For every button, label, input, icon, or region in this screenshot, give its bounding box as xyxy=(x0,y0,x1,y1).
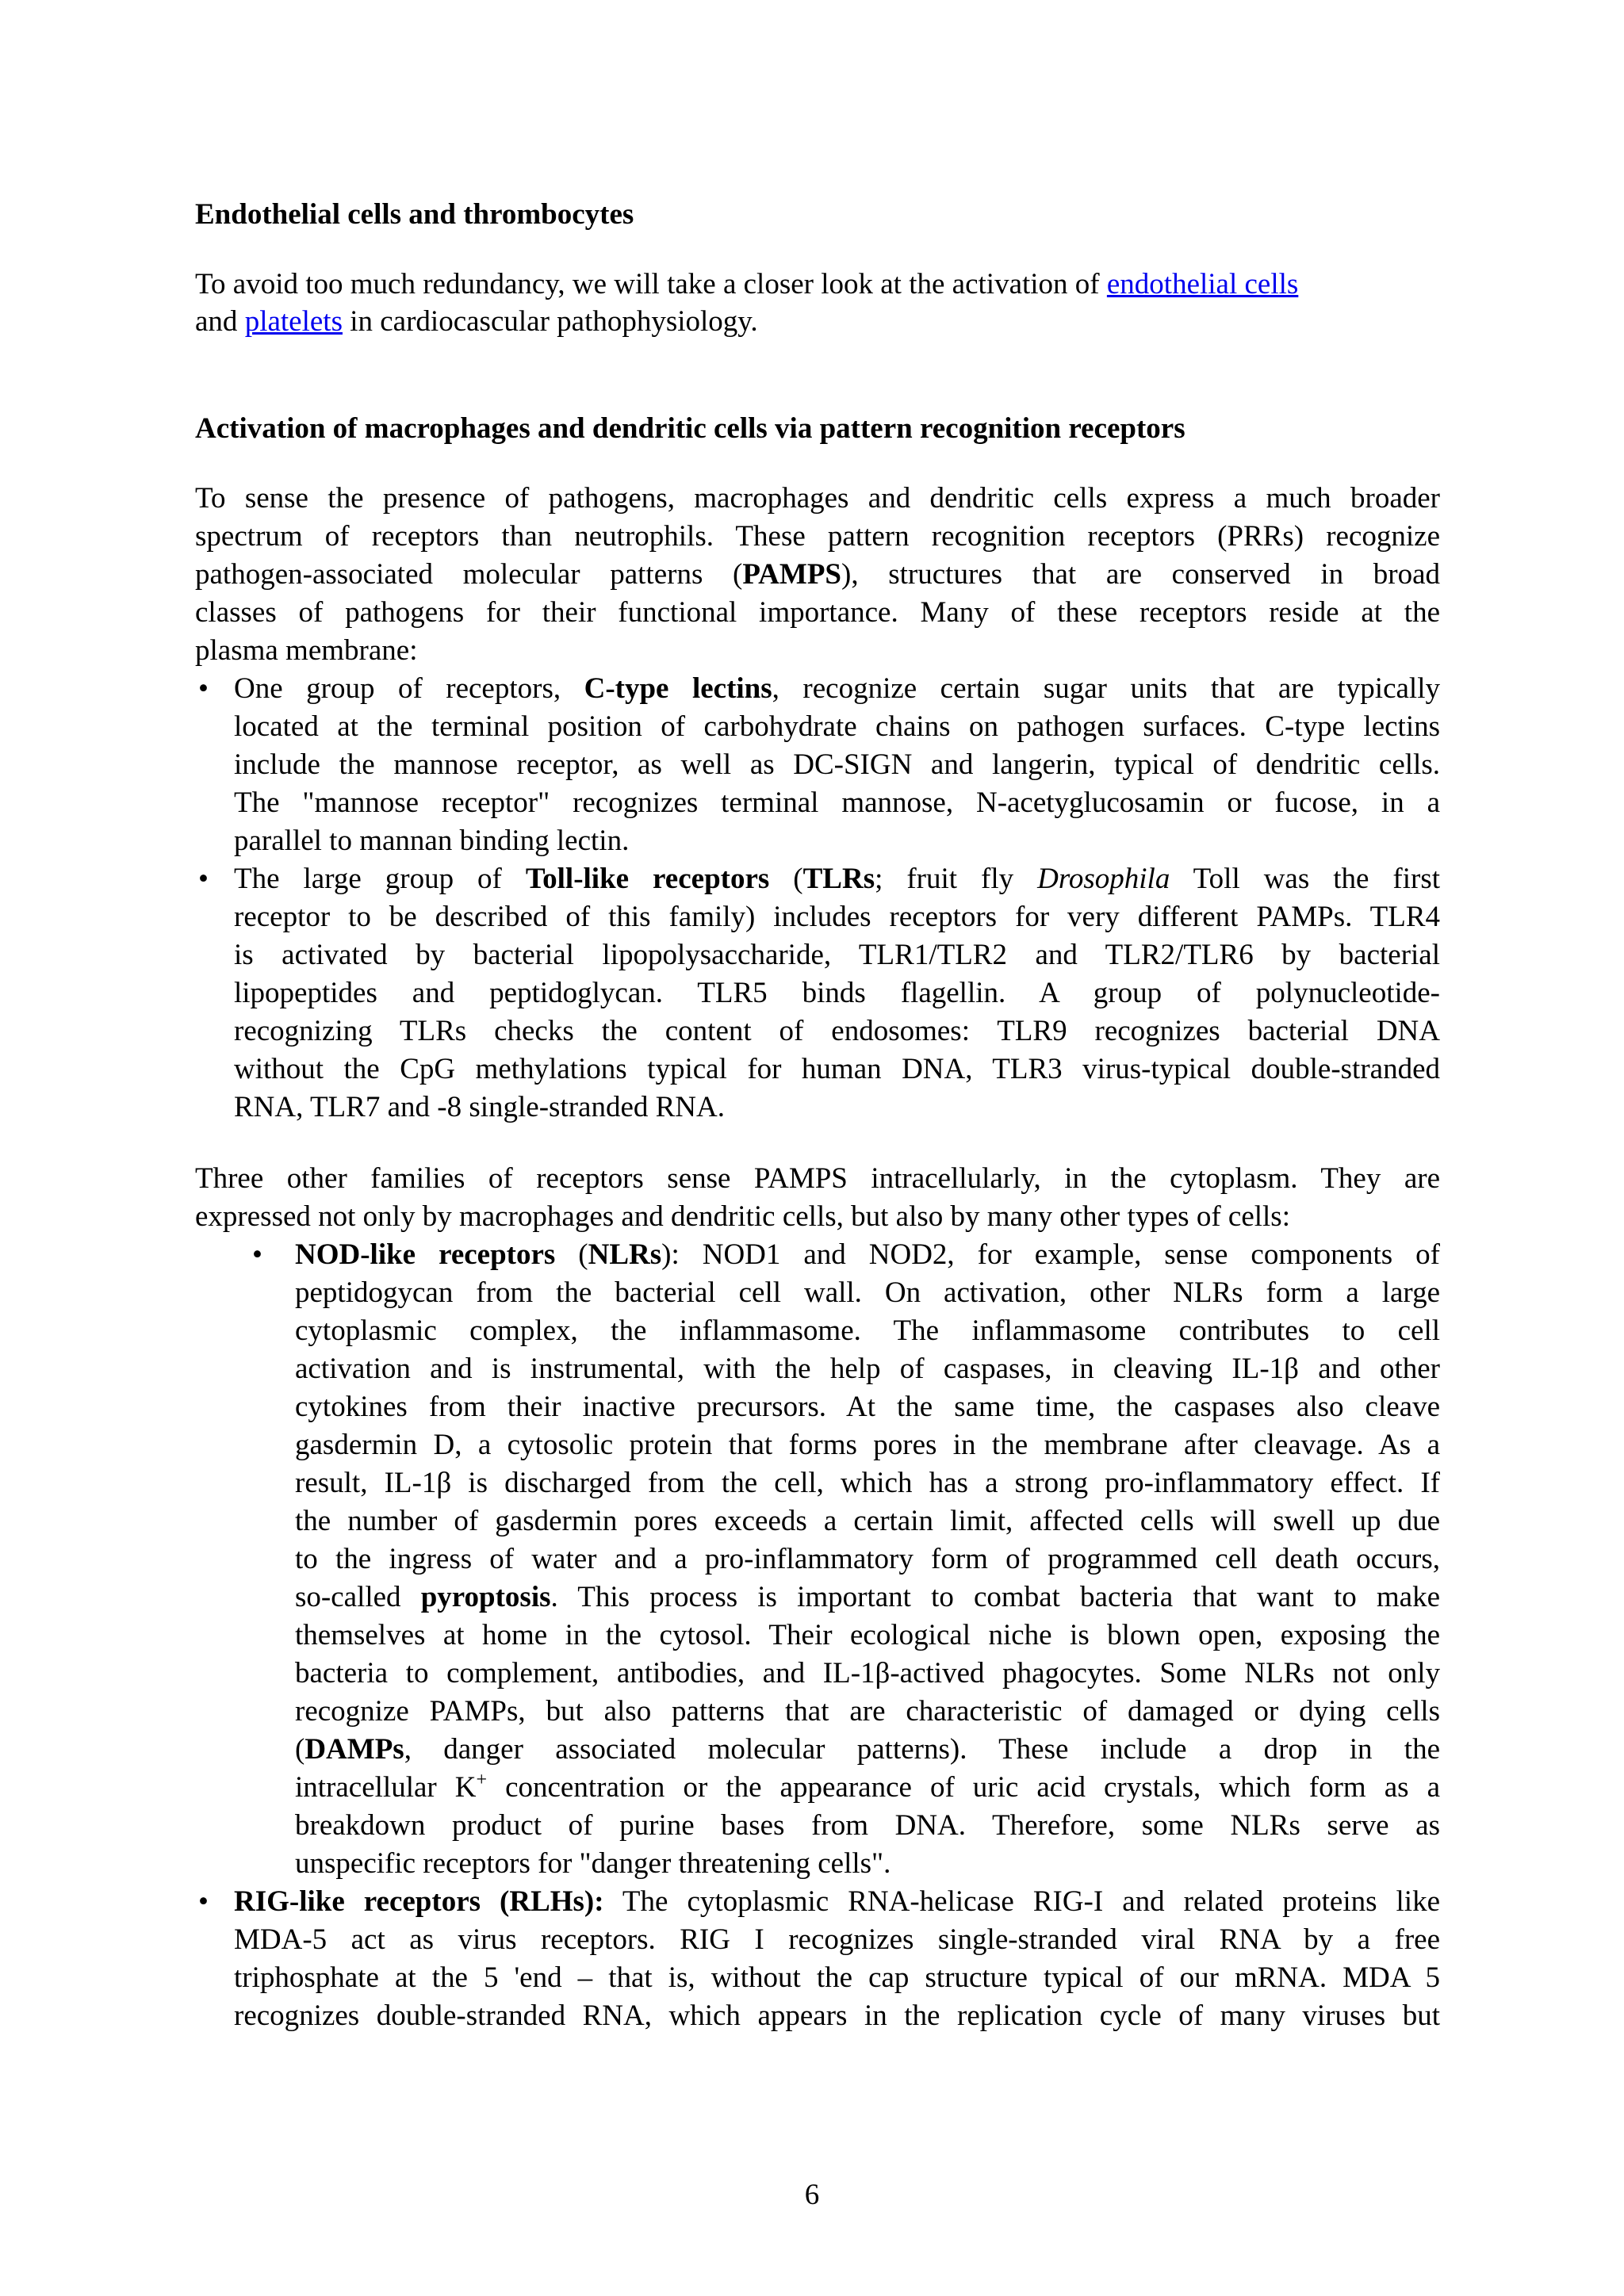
list-item-line: bacteria to complement, antibodies, and IL-1β-actived phagocytes. Some NLRs not only xyxy=(295,1657,1440,1689)
list-item-line: recognize PAMPs, but also patterns that are characteristic of damaged or dying cells xyxy=(295,1695,1440,1728)
bullet-icon: • xyxy=(198,863,209,895)
page-number: 6 xyxy=(804,2179,820,2211)
paragraph-line: expressed not only by macrophages and dendritic cells, but also by many other types of cells: xyxy=(195,1200,1290,1233)
list-item-line: triphosphate at the 5 'end – that is, without the cap structure typical of our mRNA. MDA 5 xyxy=(234,1961,1440,1994)
paragraph-line: To sense the presence of pathogens, macrophages and dendritic cells express a much broader xyxy=(195,482,1440,515)
list-item-line: result, IL-1β is discharged from the cell, which has a strong pro-inflammatory effect. If xyxy=(295,1467,1440,1499)
list-item-line: peptidogycan from the bacterial cell wall. On activation, other NLRs form a large xyxy=(295,1276,1440,1309)
paragraph-line: plasma membrane: xyxy=(195,634,418,667)
list-item-line: parallel to mannan binding lectin. xyxy=(234,825,630,857)
paragraph-line: spectrum of receptors than neutrophils. These pattern recognition receptors (PRRs) recognize xyxy=(195,520,1440,553)
paragraph-line: To avoid too much redundancy, we will take a closer look at the activation of endothelial cells xyxy=(195,268,1299,300)
list-item-line: lipopeptides and peptidoglycan. TLR5 binds flagellin. A group of polynucleotide- xyxy=(234,977,1440,1009)
paragraph-line: classes of pathogens for their functional importance. Many of these receptors reside at the xyxy=(195,596,1440,629)
list-item-line: receptor to be described of this family) includes receptors for very different PAMPs. TLR4 xyxy=(234,901,1440,933)
list-item-line: located at the terminal position of carbohydrate chains on pathogen surfaces. C-type lectins xyxy=(234,710,1440,743)
paragraph-line: pathogen-associated molecular patterns (PAMPS), structures that are conserved in broad xyxy=(195,558,1440,591)
list-item-line: themselves at home in the cytosol. Their ecological niche is blown open, exposing the xyxy=(295,1619,1440,1651)
list-item-line: so-called pyroptosis. This process is important to combat bacteria that want to make xyxy=(295,1581,1441,1613)
link-platelets[interactable]: platelets xyxy=(244,305,343,338)
list-item-line: recognizing TLRs checks the content of endosomes: TLR9 recognizes bacterial DNA xyxy=(234,1015,1440,1047)
list-item-line: activation and is instrumental, with the help of caspases, in cleaving IL-1β and other xyxy=(295,1353,1440,1385)
list-item-line: cytoplasmic complex, the inflammasome. The inflammasome contributes to cell xyxy=(295,1314,1440,1347)
list-item-line: cytokines from their inactive precursors. At the same time, the caspases also cleave xyxy=(295,1391,1440,1423)
list-item-line: include the mannose receptor, as well as DC-SIGN and langerin, typical of dendritic cells. xyxy=(234,748,1440,781)
paragraph-line: and platelets in cardiocascular pathophysiology. xyxy=(195,305,758,338)
list-item-line: intracellular K+ concentration or the appearance of uric acid crystals, which form as a xyxy=(295,1770,1441,1804)
bullet-icon: • xyxy=(252,1238,262,1271)
link-endothelial-cells[interactable]: endothelial cells xyxy=(1106,268,1299,300)
list-item-line: recognizes double-stranded RNA, which appears in the replication cycle of many viruses but xyxy=(234,1999,1440,2032)
paragraph-line: Three other families of receptors sense PAMPS intracellularly, in the cytoplasm. They are xyxy=(195,1162,1440,1195)
list-item-line: gasdermin D, a cytosolic protein that forms pores in the membrane after cleavage. As a xyxy=(295,1429,1440,1461)
list-item-line: the number of gasdermin pores exceeds a certain limit, affected cells will swell up due xyxy=(295,1505,1440,1537)
list-item-line: One group of receptors, C-type lectins, recognize certain sugar units that are typically xyxy=(234,672,1440,705)
list-item-line: MDA-5 act as virus receptors. RIG I recognizes single-stranded viral RNA by a free xyxy=(234,1923,1440,1956)
list-item-line: breakdown product of purine bases from DNA. Therefore, some NLRs serve as xyxy=(295,1809,1440,1842)
list-item-line: to the ingress of water and a pro-inflammatory form of programmed cell death occurs, xyxy=(295,1543,1440,1575)
list-item-line: (DAMPs, danger associated molecular patterns). These include a drop in the xyxy=(295,1733,1440,1766)
bullet-icon: • xyxy=(198,672,209,705)
section-heading-endothelial: Endothelial cells and thrombocytes xyxy=(195,198,634,231)
list-item-line: unspecific receptors for "danger threatening cells". xyxy=(295,1847,891,1880)
list-item-line: is activated by bacterial lipopolysaccharide, TLR1/TLR2 and TLR2/TLR6 by bacterial xyxy=(234,939,1440,971)
list-item-line: RNA, TLR7 and -8 single-stranded RNA. xyxy=(234,1091,725,1123)
list-item-line: The "mannose receptor" recognizes terminal mannose, N-acetyglucosamin or fucose, in a xyxy=(234,786,1440,819)
bullet-icon: • xyxy=(198,1885,209,1918)
list-item-line: without the CpG methylations typical for human DNA, TLR3 virus-typical double-stranded xyxy=(234,1053,1440,1085)
section-heading-activation: Activation of macrophages and dendritic cells via pattern recognition receptors xyxy=(195,412,1185,445)
list-item-line: RIG-like receptors (RLHs): The cytoplasmic RNA-helicase RIG-I and related proteins like xyxy=(234,1885,1440,1918)
list-item-line: NOD-like receptors (NLRs): NOD1 and NOD2, for example, sense components of xyxy=(295,1238,1440,1271)
list-item-line: The large group of Toll-like receptors (TLRs; fruit fly Drosophila Toll was the first xyxy=(234,863,1441,895)
